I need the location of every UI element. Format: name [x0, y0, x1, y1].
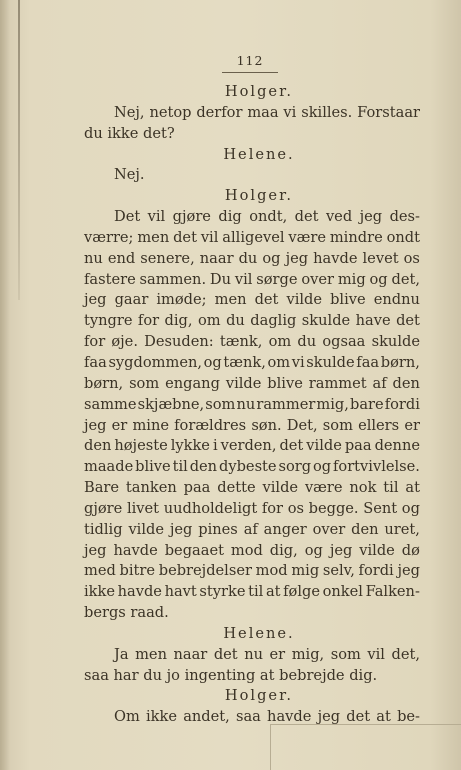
text-line: ikke havde havt styrke til at følge onkel Falken- [84, 583, 420, 601]
text-line: børn, som engang vilde blive rammet af den [84, 374, 420, 392]
page-number: 112 [236, 53, 264, 68]
text-line: Ja men naar det nu er mig, som vil det, [114, 645, 420, 663]
text-line: maade blive til den dybeste sorg og fortvivlelse. [84, 458, 420, 476]
text-line: Om ikke andet, saa havde jeg det at be- [114, 708, 420, 726]
text-line: jeg havde begaaet mod dig, og jeg vilde dø [84, 541, 420, 559]
text-line: bergs raad. [84, 604, 169, 622]
speaker-name: Holger. [224, 687, 294, 705]
text-line: jeg er mine forældres søn. Det, som ellers er [84, 416, 420, 434]
speaker-name: Holger. [224, 187, 294, 205]
margin-line [18, 0, 20, 300]
text-line: værre; men det vil alligevel være mindre ondt [84, 228, 420, 246]
speaker-name: Holger. [224, 83, 294, 100]
text-line: gjøre livet uudholdeligt for os begge. Sent og [84, 499, 420, 517]
text-line: Bare tanken paa dette vilde være nok til at [84, 479, 420, 497]
text-line: med bitre bebrejdelser mod mig selv, fordi jeg [84, 562, 420, 580]
text-line: den højeste lykke i verden, det vilde paa denne [84, 437, 420, 455]
text-line: for øje. Desuden: tænk, om du ogsaa skulde [84, 333, 420, 351]
text-line: nu end senere, naar du og jeg havde levet os [84, 249, 420, 267]
text-line: tidlig vilde jeg pines af anger over den uret, [84, 520, 420, 538]
page-corner-mark [270, 724, 461, 770]
speaker-name: Helene. [223, 145, 295, 163]
text-line: Nej. [114, 166, 145, 184]
text-line: samme skjæbne, som nu rammer mig, bare fordi [84, 395, 420, 413]
speaker-name: Helene. [223, 624, 295, 642]
text-line: Det vil gjøre dig ondt, det ved jeg des- [114, 208, 420, 226]
text-line: tyngre for dig, om du daglig skulde have det [84, 312, 420, 330]
text-line: faa sygdommen, og tænk, om vi skulde faa børn, [84, 353, 420, 371]
page-number-rule [222, 72, 278, 73]
text-line: Nej, netop derfor maa vi skilles. Forstaar [114, 103, 420, 121]
text-line: fastere sammen. Du vil sørge over mig og det, [84, 270, 420, 288]
text-line: du ikke det? [84, 124, 175, 142]
page-gutter-shadow [0, 0, 10, 770]
text-line: saa har du jo ingenting at bebrejde dig. [84, 666, 378, 684]
dialogue-text [84, 82, 420, 728]
text-line: jeg gaar imøde; men det vilde blive endnu [84, 291, 420, 309]
